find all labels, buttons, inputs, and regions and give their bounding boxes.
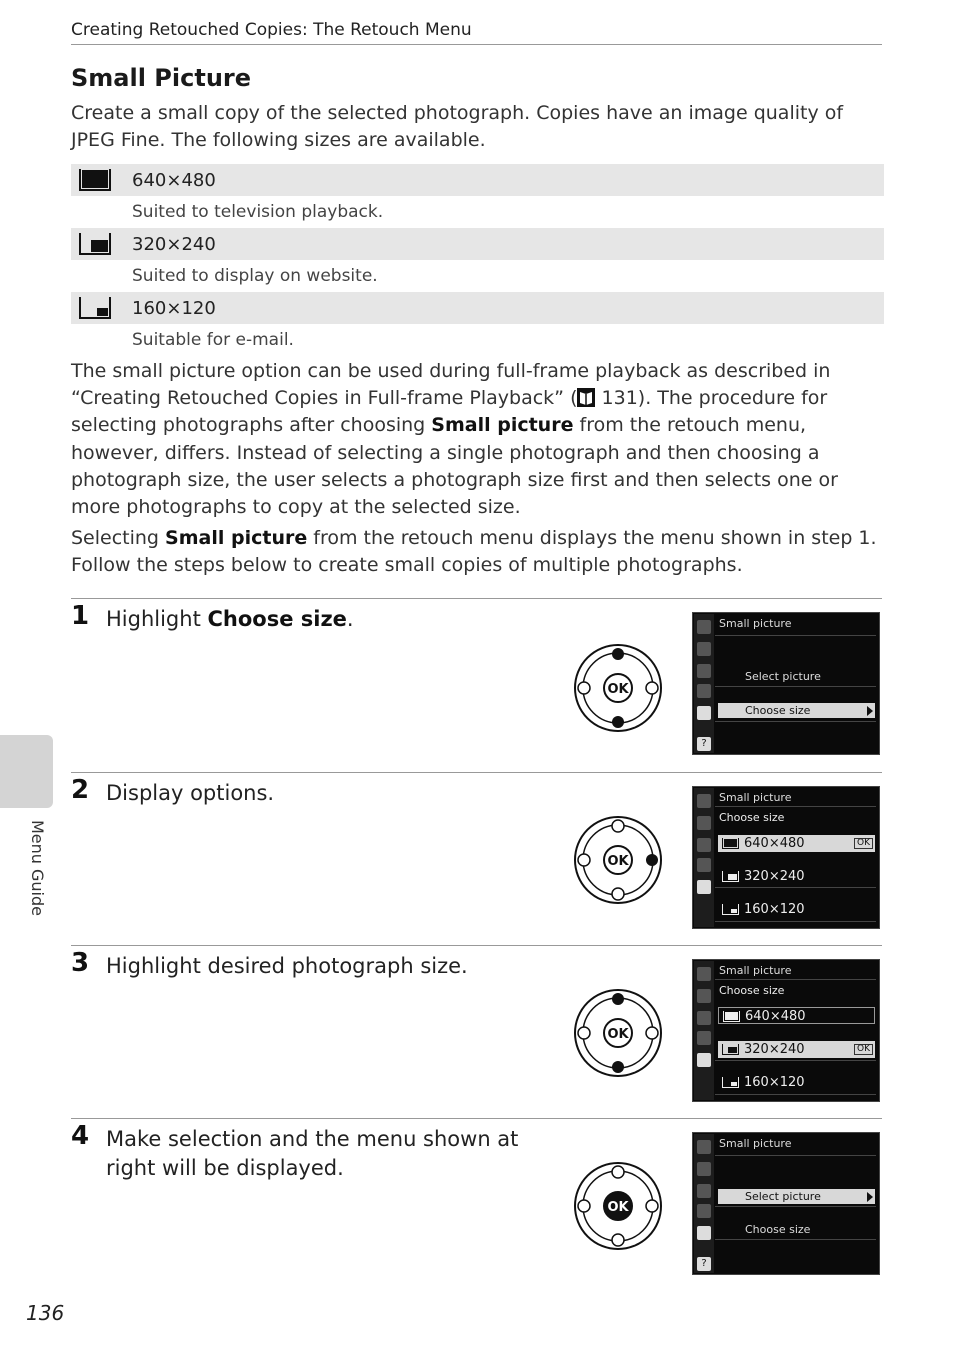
page-number: 136: [26, 1301, 65, 1325]
bold-term: Small picture: [165, 527, 308, 549]
size-320-icon: [79, 233, 111, 255]
size-option-640[interactable]: [718, 1007, 875, 1024]
divider: [715, 1060, 876, 1061]
step-number: 2: [71, 775, 90, 805]
bold-term: Choose size: [207, 607, 347, 631]
size-option-160[interactable]: [718, 1074, 875, 1091]
playback-icon: [697, 620, 711, 634]
size-label: 640×480: [132, 169, 216, 191]
step-2: [71, 772, 882, 945]
step-number: 4: [71, 1121, 90, 1151]
size-320-icon: [722, 1044, 739, 1055]
step-number: 1: [71, 601, 90, 631]
step-instruction: [106, 1125, 526, 1183]
chapter-label: Menu Guide: [28, 820, 47, 916]
wrench-icon: [697, 858, 711, 872]
size-160-icon: [722, 904, 739, 915]
size-option-label: 320×240: [744, 1042, 805, 1057]
retouch-icon: [697, 880, 711, 894]
submenu-title: Choose size: [719, 984, 785, 997]
size-160-icon: [722, 1077, 739, 1088]
size-640-icon: [79, 169, 111, 191]
body-paragraph-2: [71, 525, 883, 579]
ok-label: OK: [607, 682, 629, 697]
menu-item-select-picture[interactable]: Select picture: [745, 670, 821, 683]
multi-selector-up-down-icon: [573, 988, 663, 1078]
ok-badge: OK: [854, 1044, 873, 1055]
ok-badge: OK: [854, 838, 873, 849]
menu-title: Small picture: [719, 1137, 792, 1150]
size-640-icon: [723, 1011, 740, 1022]
size-table: [71, 164, 884, 356]
bold-term: Small picture: [431, 414, 574, 437]
ok-label: OK: [607, 1200, 629, 1215]
pencil-icon: [697, 1011, 711, 1025]
multi-selector-up-down-icon: [573, 643, 663, 733]
pencil-icon: [697, 838, 711, 852]
camera-screen-step-1: [692, 612, 880, 755]
retouch-icon: [697, 1226, 711, 1240]
menu-item-label: Choose size: [745, 704, 811, 717]
shooting-icon: [697, 1162, 711, 1176]
camera-screen-step-4: [692, 1132, 880, 1275]
size-option-label: 640×480: [745, 1009, 806, 1024]
pencil-icon: [697, 1184, 711, 1198]
wrench-icon: [697, 684, 711, 698]
text: Selecting: [71, 527, 166, 549]
divider: [715, 1155, 876, 1156]
retouch-icon: [697, 1053, 711, 1067]
body-paragraph-1: [71, 358, 883, 521]
size-option-label: 320×240: [744, 869, 805, 884]
divider: [715, 1206, 876, 1207]
divider: [715, 921, 876, 922]
text: Display options.: [106, 781, 275, 805]
arrow-right-icon: [867, 1192, 873, 1202]
help-icon: ?: [697, 737, 711, 751]
ok-label: OK: [607, 854, 629, 869]
step-number: 3: [71, 948, 90, 978]
size-label: 160×120: [132, 297, 216, 319]
size-option-label: 160×120: [744, 902, 805, 917]
menu-item-choose-size[interactable]: [718, 703, 875, 718]
size-label: 320×240: [132, 233, 216, 255]
menu-item-select-picture[interactable]: [718, 1189, 875, 1204]
chapter-tab: [0, 735, 53, 808]
menu-title: Small picture: [719, 964, 792, 977]
menu-tab-column: [694, 788, 714, 927]
menu-tab-column: [694, 961, 714, 1100]
size-option-label: 640×480: [744, 836, 805, 851]
retouch-icon: [697, 706, 711, 720]
size-row-160: [71, 292, 884, 324]
size-option-160[interactable]: [718, 901, 875, 918]
camera-screen-step-3: [692, 959, 880, 1102]
arrow-right-icon: [867, 706, 873, 716]
running-head: Creating Retouched Copies: The Retouch Menu: [71, 20, 882, 45]
intro-paragraph: Create a small copy of the selected photograph. Copies have an image quality of JPEG Fine. The following sizes are available.: [71, 102, 844, 151]
size-row-320: [71, 228, 884, 260]
shooting-icon: [697, 989, 711, 1003]
ok-label: OK: [607, 1027, 629, 1042]
divider: [715, 1239, 876, 1240]
menu-tab-column: [694, 614, 714, 753]
section-title: Small Picture: [71, 64, 252, 92]
divider: [715, 806, 876, 807]
step-4: [71, 1118, 882, 1288]
playback-icon: [697, 794, 711, 808]
pencil-icon: [697, 664, 711, 678]
menu-title: Small picture: [719, 617, 792, 630]
size-640-icon: [722, 838, 739, 849]
step-instruction: [106, 779, 526, 808]
text: 131). The procedure for selecting photographs after choosing: [71, 387, 828, 437]
text: Highlight desired photograph size.: [106, 954, 468, 978]
submenu-title: Choose size: [719, 811, 785, 824]
size-option-320[interactable]: [718, 868, 875, 885]
size-desc: Suited to television playback.: [132, 202, 384, 222]
text: Highlight: [106, 607, 208, 631]
divider: [715, 1094, 876, 1095]
divider: [715, 887, 876, 888]
help-icon: ?: [697, 1257, 711, 1271]
step-3: [71, 945, 882, 1118]
step-instruction: [106, 605, 526, 634]
size-desc: Suited to display on website.: [132, 266, 378, 286]
multi-selector-right-icon: [573, 815, 663, 905]
text: .: [346, 607, 354, 631]
camera-screen-step-2: [692, 786, 880, 929]
menu-item-label: Select picture: [745, 1190, 821, 1203]
step-instruction: [106, 952, 526, 981]
size-160-icon: [79, 297, 111, 319]
size-option-640[interactable]: [718, 835, 875, 852]
wrench-icon: [697, 1204, 711, 1218]
menu-title: Small picture: [719, 791, 792, 804]
size-row-640: [71, 164, 884, 196]
playback-icon: [697, 967, 711, 981]
menu-tab-column: [694, 1134, 714, 1273]
step-1: [71, 598, 882, 772]
text: from the retouch menu, however, differs. Instead of selecting a single photograph and then choosing a photograph size, the user selects a photograph size first and then selects one or more photographs to copy at the selected size.: [71, 414, 838, 519]
text: The small picture option can be used during full-frame playback as described in “Creating Retouched Copies in Full-frame Playback” (: [71, 360, 831, 410]
divider: [715, 635, 876, 636]
playback-icon: [697, 1140, 711, 1154]
size-320-icon: [722, 871, 739, 882]
size-option-label: 160×120: [744, 1075, 805, 1090]
wrench-icon: [697, 1031, 711, 1045]
page-reference-icon: [577, 388, 595, 407]
divider: [715, 686, 876, 687]
divider: [715, 979, 876, 980]
multi-selector-ok-icon: [573, 1161, 663, 1251]
size-option-320[interactable]: [718, 1041, 875, 1058]
size-desc: Suitable for e-mail.: [132, 330, 294, 350]
text: Make selection and the menu shown at right will be displayed.: [106, 1127, 519, 1180]
menu-item-choose-size[interactable]: Choose size: [745, 1223, 811, 1236]
text: from the retouch menu displays the menu shown in step 1. Follow the steps below to create small copies of multiple photographs.: [71, 527, 877, 577]
shooting-icon: [697, 816, 711, 830]
divider: [715, 721, 876, 722]
shooting-icon: [697, 642, 711, 656]
